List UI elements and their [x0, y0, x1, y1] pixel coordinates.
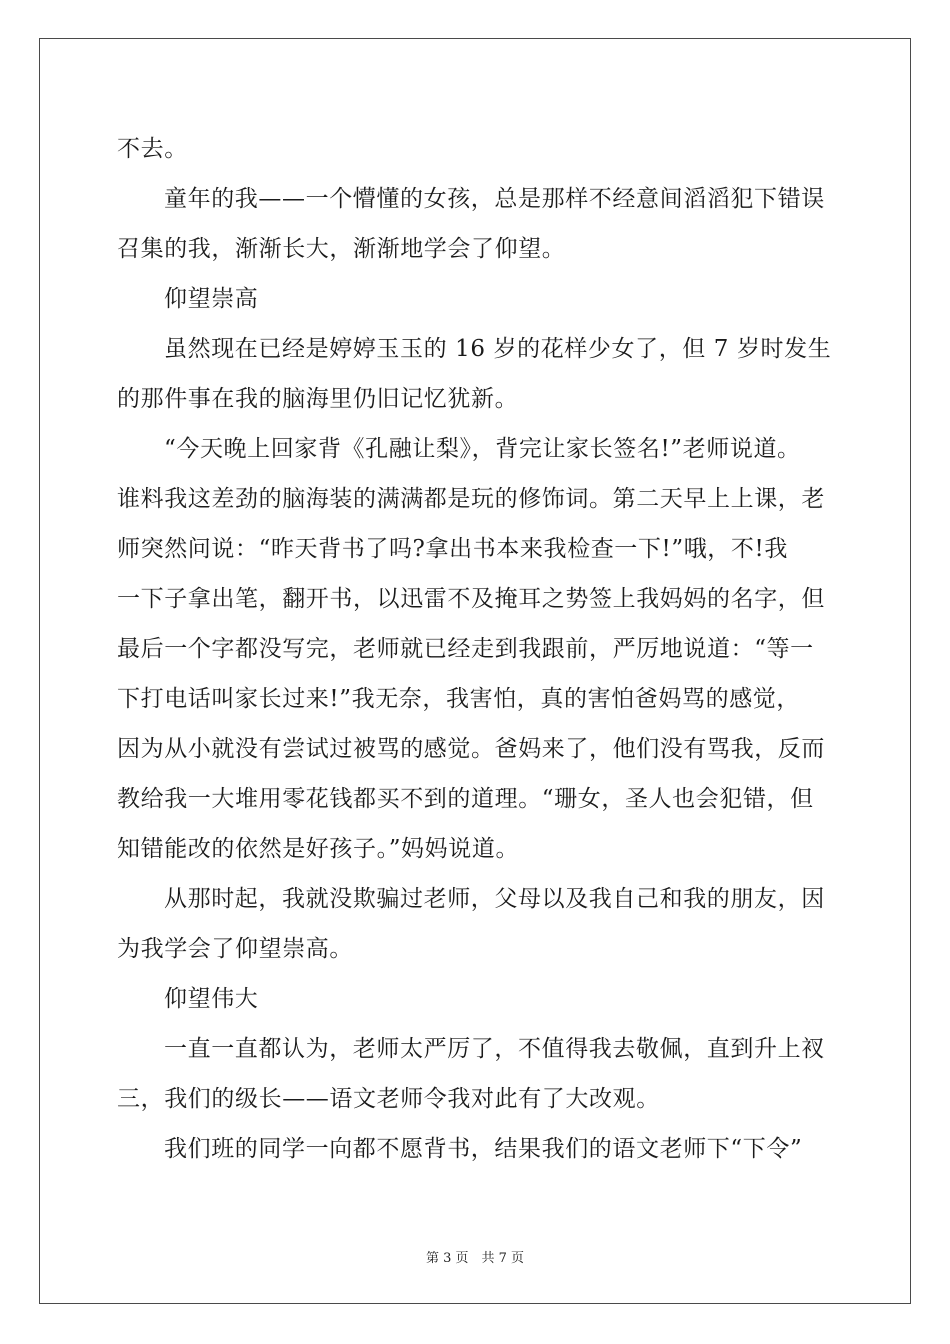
- page-number-footer: 第 3 页 共 7 页: [425, 1251, 525, 1266]
- text-line: 最后一个字都没写完，老师就已经走到我跟前，严厉地说道：“等一: [117, 636, 814, 662]
- text-line: 虽然现在已经是婷婷玉玉的 16 岁的花样少女了，但 7 岁时发生: [164, 336, 832, 362]
- text-line: “今天晚上回家背《孔融让梨》，背完让家长签名!”老师说道。: [164, 436, 801, 462]
- section-heading: 仰望伟大: [164, 986, 259, 1012]
- section-heading: 仰望崇高: [164, 286, 259, 312]
- text-line: 下打电话叫家长过来!”我无奈，我害怕，真的害怕爸妈骂的感觉，: [117, 686, 801, 712]
- text-line: 童年的我——一个懵懂的女孩，总是那样不经意间滔滔犯下错误: [164, 186, 825, 212]
- text-line: 的那件事在我的脑海里仍旧记忆犹新。: [117, 386, 519, 412]
- text-line: 三，我们的级长——语文老师令我对此有了大改观。: [117, 1086, 660, 1112]
- text-line: 谁料我这差劲的脑海装的满满都是玩的修饰词。第二天早上上课，老: [117, 486, 825, 512]
- text-line: 召集的我，渐渐长大，渐渐地学会了仰望。: [117, 236, 566, 262]
- text-line: 因为从小就没有尝试过被骂的感觉。爸妈来了，他们没有骂我，反而: [117, 736, 825, 762]
- text-line: 一下子拿出笔，翻开书，以迅雷不及掩耳之势签上我妈妈的名字，但: [117, 586, 825, 612]
- text-line: 师突然问说：“昨天背书了吗?拿出书本来我检查一下!”哦，不!我: [117, 536, 788, 562]
- text-line: 一直一直都认为，老师太严厉了，不值得我去敬佩，直到升上衩: [164, 1036, 825, 1062]
- text-line: 不去。: [117, 136, 188, 162]
- text-line: 教给我一大堆用零花钱都买不到的道理。“珊女，圣人也会犯错，但: [117, 786, 814, 812]
- text-line: 从那时起，我就没欺骗过老师，父母以及我自己和我的朋友，因: [164, 886, 825, 912]
- text-line: 为我学会了仰望崇高。: [117, 936, 353, 962]
- text-line: 知错能改的依然是好孩子。”妈妈说道。: [117, 836, 520, 862]
- text-line: 我们班的同学一向都不愿背书，结果我们的语文老师下“下令”: [164, 1136, 803, 1162]
- page-border: [39, 38, 911, 1304]
